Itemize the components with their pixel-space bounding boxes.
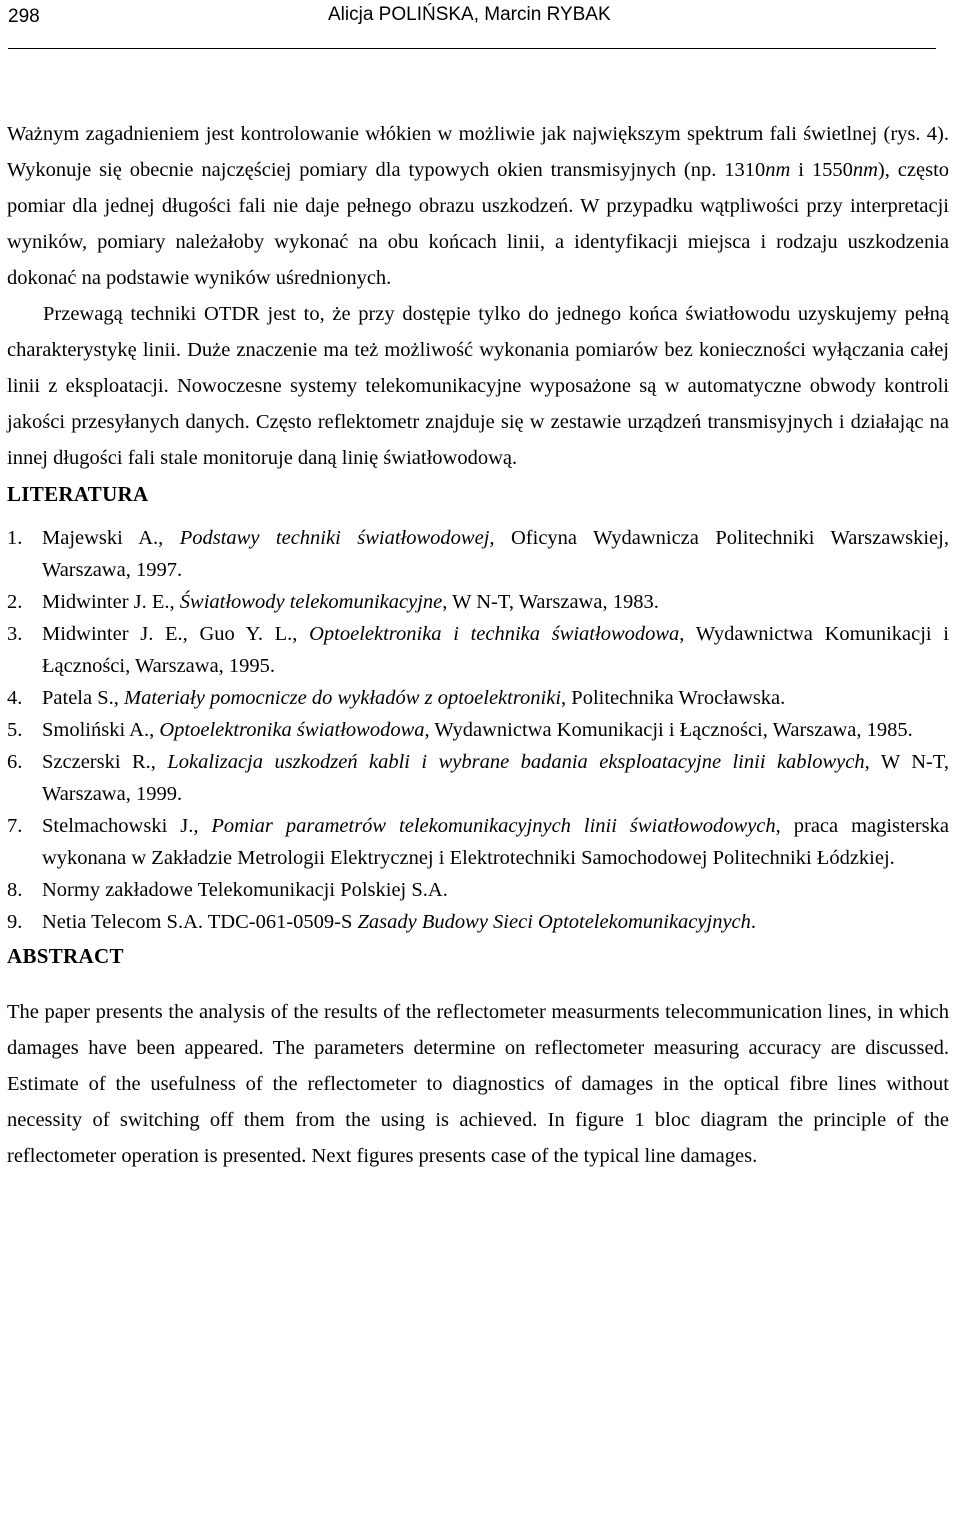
reference-title: Optoelektronika światłowodowa [159,719,425,741]
reference-item [7,522,949,586]
paragraph-1-part-b: i 1550 [790,159,853,181]
reference-publisher: , Oficyna Wydawnicza Politechniki Warszawskiej, Warszawa, 1997. [42,527,949,581]
reference-authors: Patela S., [42,687,124,709]
reference-authors: Midwinter J. E., Guo Y. L., [42,623,310,645]
reference-item [7,810,949,874]
reference-number: 8. [7,879,23,901]
reference-title: Podstawy techniki światłowodowej [179,527,490,549]
running-header [8,0,936,49]
abstract-heading: ABSTRACT [7,944,124,968]
reference-publisher: . [750,911,757,933]
reference-item [7,682,949,714]
reference-title: Światłowody telekomunikacyjne [179,591,443,613]
reference-title: Materiały pomocnicze do wykładów z optoelektroniki [124,687,562,709]
reference-item [7,906,949,938]
unit-nm: nm [852,159,878,181]
reference-authors: Midwinter J. E., [42,591,180,613]
reference-number: 1. [7,527,23,549]
reference-number: 7. [7,815,23,837]
paragraph-2: Przewagą techniki OTDR jest to, że przy dostępie tylko do jednego końca światłowodu uzyskujemy pełną charakterystykę linii. Duże znaczenie ma też możliwość wykonania pomiarów bez konieczności wyłączania całej linii z eksploatacji. Nowoczesne systemy telekomunikacyjne wyposażone są w automatyczne obwody kontroli jakości przesyłanych danych. Często reflektometr znajduje się w zestawie urządzeń transmisyjnych i działając na innej długości fali stale monitoruje daną linię światłowodową. [7,303,949,469]
reference-list [7,522,949,938]
reference-title: Lokalizacja uszkodzeń kabli i wybrane badania eksploatacyjne linii kablowych [167,751,865,773]
header-authors: Alicja POLIŃSKA, Marcin RYBAK [328,4,611,25]
reference-publisher: , praca magisterska wykonana w Zakładzie Metrologii Elektrycznej i Elektrotechniki Samochodowej Politechniki Łódzkiej. [42,815,949,869]
reference-publisher: , Wydawnictwa Komunikacji i Łączności, Warszawa, 1985. [424,719,913,741]
reference-authors: Majewski A., [42,527,180,549]
paragraph-1-part-c: ), często pomiar dla jednej długości fali nie daje pełnego obrazu uszkodzeń. W przypadku wątpliwości przy interpretacji wyników, pomiary należałoby wykonać na obu końcach linii, a identyfikacji miejsca i rodzaju uszkodzenia dokonać na podstawie wyników uśrednionych. [7,159,950,289]
reference-title: Zasady Budowy Sieci Optotelekomunikacyjnych [357,911,751,933]
reference-publisher: , Politechnika Wrocławska. [561,687,786,709]
paragraph-1 [7,116,949,296]
reference-number: 3. [7,623,23,645]
reference-publisher: , Wydawnictwa Komunikacji i Łączności, Warszawa, 1995. [42,623,949,677]
page-body [7,116,949,1174]
reference-authors: Netia Telecom S.A. TDC-061-0509-S [42,911,358,933]
unit-nm: nm [765,159,791,181]
reference-item [7,714,949,746]
reference-number: 2. [7,591,23,613]
reference-authors: Szczerski R., [42,751,168,773]
reference-publisher: , W N-T, Warszawa, 1983. [442,591,659,613]
abstract-text: The paper presents the analysis of the results of the reflectometer measurments telecommunication lines, in which damages have been appeared. The parameters determine on reflectometer measuring accuracy are discussed. Estimate of the usefulness of the reflectometer to diagnostics of damages in the optical fibre lines without necessity of switching off them from the using is achieved. In figure 1 bloc diagram the principle of the reflectometer operation is presented. Next figures presents case of the typical line damages. [7,1001,949,1167]
literature-heading: LITERATURA [7,482,149,506]
reference-title: Pomiar parametrów telekomunikacyjnych linii światłowodowych [211,815,776,837]
reference-number: 9. [7,911,23,933]
reference-publisher: , W N-T, Warszawa, 1999. [42,751,949,805]
reference-item [7,874,949,906]
page-number: 298 [8,6,40,27]
reference-item [7,618,949,682]
paragraph-1-part-a: Ważnym zagadnieniem jest kontrolowanie włókien w możliwie jak największym spektrum fali świetlnej (rys. 4). Wykonuje się obecnie najczęściej pomiary dla typowych okien transmisyjnych (np. 1310 [7,123,949,181]
reference-number: 4. [7,687,23,709]
reference-number: 6. [7,751,23,773]
reference-authors: Stelmachowski J., [42,815,212,837]
reference-number: 5. [7,719,23,741]
reference-item [7,746,949,810]
reference-title: Optoelektronika i technika światłowodowa [309,623,680,645]
reference-authors: Smoliński A., [42,719,160,741]
reference-item [7,586,949,618]
reference-authors: Normy zakładowe Telekomunikacji Polskiej S.A. [42,879,448,901]
